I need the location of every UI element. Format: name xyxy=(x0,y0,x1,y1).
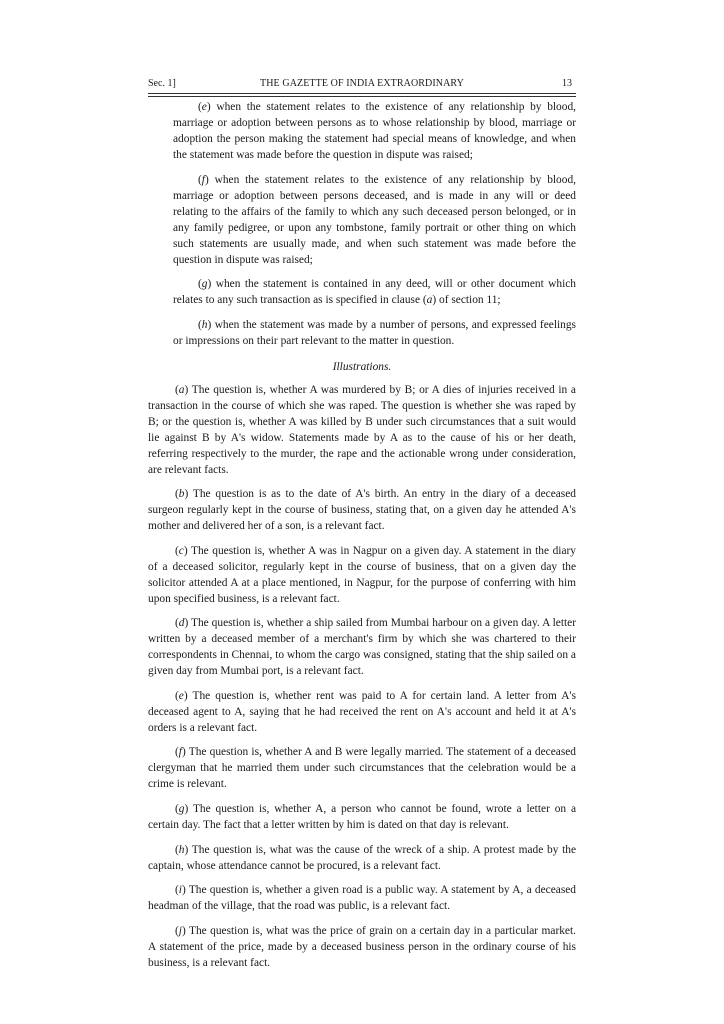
page-header xyxy=(148,76,576,92)
illustration-d: (d) The question is, whether a ship sailed from Mumbai harbour on a given day. A letter written by a deceased member of a merchant's firm by which she was chartered to their correspondents in Chennai, to whom the cargo was consigned, stating that the ship sailed on a given day from Mumbai port, is a relevant fact. xyxy=(148,617,576,678)
page-body xyxy=(148,99,576,979)
header-rule-top xyxy=(148,93,576,94)
section-marker: Sec. 1] xyxy=(148,78,176,89)
header-rule-bottom xyxy=(148,96,576,97)
illustration-g: (g) The question is, whether A, a person who cannot be found, wrote a letter on a certain day. The fact that a letter written by him is dated on that day is relevant. xyxy=(148,803,577,832)
illustration-a: (a) The question is, whether A was murdered by B; or A dies of injuries received in a transaction in the course of which she was raped. The question is whether she was raped by B; or the question is, whether A was killed by B under such circumstances that a suit would lie against B by A's widow. Statements made by A as to the cause of his or her death, referring respectively to the murder, the rape and the actionable wrong under consideration, are relevant facts. xyxy=(148,383,576,476)
clause-f: (f) when the statement relates to the existence of any relationship by blood, marriage or adoption between persons deceased, and is made in any will or deed relating to the affairs of the family to which any such deceased person belonged, or in any family pedigree, or upon any tombstone, family portrait or other thing on which such statements are usually made, and when such statement was made before the question in dispute was raised; xyxy=(173,173,576,266)
illustration-h: (h) The question is, what was the cause of the wreck of a ship. A protest made by the captain, whose attendance cannot be procured, is a relevant fact. xyxy=(148,843,576,872)
clause-h: (h) when the statement was made by a number of persons, and expressed feelings or impressions on their part relevant to the matter in question. xyxy=(173,318,576,347)
illustration-c: (c) The question is, whether A was in Nagpur on a given day. A statement in the diary of a deceased solicitor, regularly kept in the course of business, that on a given day the solicitor attended A at a place mentioned, in Nagpur, for the purpose of conferring with him upon specified business, is a relevant fact. xyxy=(148,544,576,605)
illustration-list xyxy=(148,382,576,971)
illustration-e: (e) The question is, whether rent was paid to A for certain land. A letter from A's deceased agent to A, saying that he had received the rent on A's account and held it at A's orders is a relevant fact. xyxy=(148,689,576,734)
clause-e: (e) when the statement relates to the existence of any relationship by blood, marriage or adoption between persons as to whose relationship by blood, marriage or adoption the person making the statement had special means of knowledge, and when the statement was made before the question in dispute was raised; xyxy=(173,101,576,161)
illustration-f: (f) The question is, whether A and B were legally married. The statement of a deceased clergyman that he married them under such circumstances that the celebration would be a crime is relevant. xyxy=(148,746,576,791)
illustrations-heading: Illustrations. xyxy=(332,360,392,373)
illustration-j: (j) The question is, what was the price of grain on a certain day in a particular market. A statement of the price, made by a deceased business person in the ordinary course of his business, is a relevant fact. xyxy=(148,924,577,969)
page-number: 13 xyxy=(562,78,572,89)
gazette-title: THE GAZETTE OF INDIA EXTRAORDINARY xyxy=(260,78,464,89)
clause-reference: a xyxy=(426,294,433,306)
clause-list xyxy=(148,99,576,349)
illustration-b: (b) The question is as to the date of A's birth. An entry in the diary of a deceased surgeon regularly kept in the course of business, stating that, on a given day he attended A's mother and delivered her of a son, is a relevant fact. xyxy=(148,488,576,533)
clause-g: (g) when the statement is contained in any deed, will or other document which relates to any such transaction as is specified in clause (a) of section 11; xyxy=(173,278,576,306)
illustration-i: (i) The question is, whether a given road is a public way. A statement by A, a deceased headman of the village, that the road was public, is a relevant fact. xyxy=(148,884,576,913)
